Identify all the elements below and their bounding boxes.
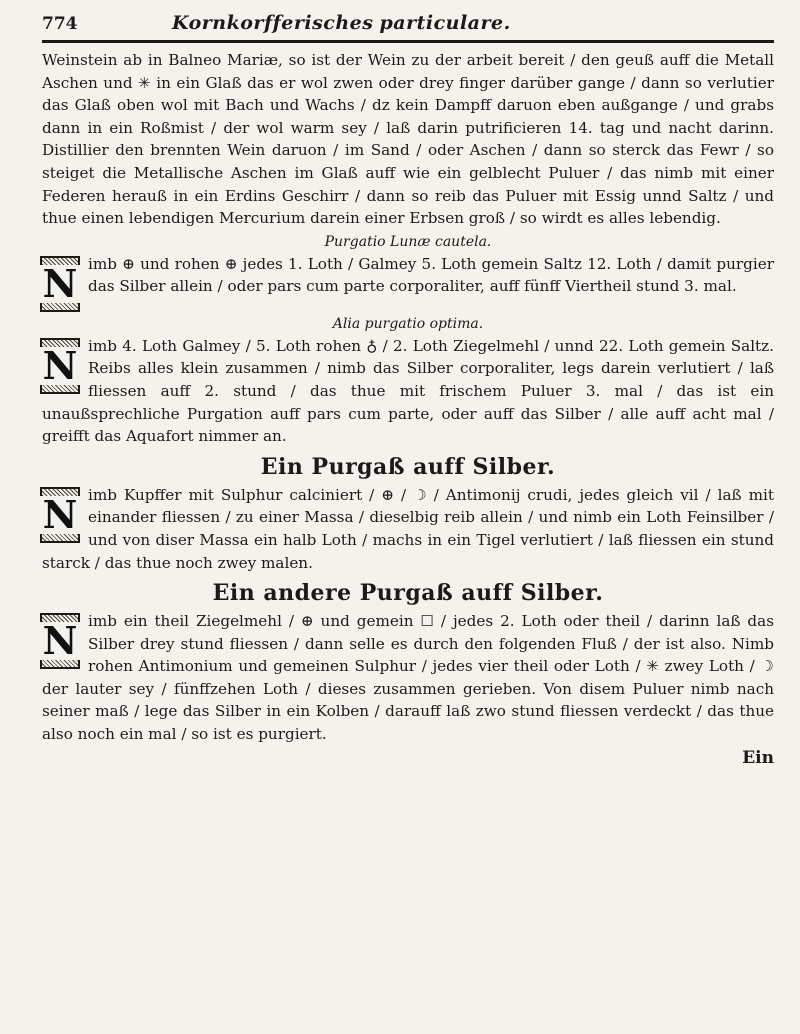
- section-body-text: imb Kupffer mit Sulphur calciniert / ⊕ / ☽ / Antimonij crudi, jedes gleich vil / laß mit einander fliessen / zu einer Massa / dieselbig reib allein / und nimb ein Loth Feinsilber / und von diser Massa ein halb Loth / machs in ein Tigel verlutiert / laß fliessen ein stund starck / das thue noch zwey malen.: [42, 485, 774, 572]
- decorated-initial: N: [40, 487, 80, 543]
- section-body-text: imb ⊕ und rohen ⊕ jedes 1. Loth / Galmey 5. Loth gemein Saltz 12. Loth / damit purgier das Silber allein / oder pars cum parte corporaliter, auff fünff Viertheil stund 3. mal.: [88, 254, 774, 296]
- decorated-initial: N: [40, 613, 80, 669]
- running-head: [42, 12, 774, 43]
- section-andere-purgass: [42, 610, 774, 746]
- running-title: [172, 12, 511, 34]
- section-body-text: imb 4. Loth Galmey / 5. Loth rohen ♁ / 2. Loth Ziegelmehl / unnd 22. Loth gemein Saltz. Reibs alles klein zusammen / nimb das Silber corporaliter, legs darein verlutiert / laß fliessen auff 2. stund / das thue mit frischem Puluer 3. mal / das ist ein unaußsprechliche Purgation auff pars cum parte, oder auff das Silber / alle auff acht mal / greifft das Aquafort nimmer an.: [42, 336, 774, 446]
- decorated-initial: N: [40, 338, 80, 394]
- paragraph-continuation: Weinstein ab in Balneo Mariæ, so ist der Wein zu der arbeit bereit / den geuß auff die Metall Aschen und ✳ in ein Glaß das er wol zwen oder drey finger darüber gange / dann so verlutier das Glaß oben wol mit Bach und Wachs / dz kein Dampff daruon eben außgange / und grabs dann in ein Roßmist / der wol warm sey / laß darin putrificieren 14. tag und nacht darinn. Distillier den brennten Wein daruon / im Sand / oder Aschen / dann so sterck das Fewr / so steiget die Metallische Aschen im Glaß auff wie ein gelblecht Puluer / das nimb mit einer Federen herauß in ein Erdins Geschirr / dann so reib das Puluer mit Essig unnd Saltz / und thue einen lebendigen Mercurium darein einer Erbsen groß / so wirdt es alles lebendig.: [42, 51, 774, 228]
- section-heading-alia-purgatio: Alia purgatio optima.: [332, 315, 484, 332]
- section-purgatio-lunae: [42, 253, 774, 312]
- catchword: Ein: [742, 747, 774, 768]
- section-body-text: imb ein theil Ziegelmehl / ⊕ und gemein ☐ / jedes 2. Loth oder theil / darinn laß das Silber drey stund fliessen / dann selle es durch den folgenden Fluß / der ist also. Nimb rohen Antimonium und gemeinen Sulphur / jedes vier theil oder Loth / ✳ zwey Loth / ☽ der lauter sey / fünffzehen Loth / dieses zusammen gerieben. Von disem Puluer nimb nach seiner maß / lege das Silber in ein Kolben / darauff laß zwo stund fliessen verdeckt / das thue also noch ein mal / so ist es purgiert.: [42, 612, 774, 744]
- running-title-part1: Kornkorfferisches: [172, 12, 374, 34]
- section-heading-purgatio-lunae: Purgatio Lunæ cautela.: [324, 233, 492, 250]
- page-number: 774: [42, 14, 78, 34]
- section-alia-purgatio: [42, 335, 774, 448]
- running-title-part2: particulare.: [379, 12, 511, 34]
- decorated-initial: N: [40, 256, 80, 312]
- section-heading-andere-purgass: Ein andere Purgaß auff Silber.: [212, 580, 604, 607]
- section-heading-purgass: Ein Purgaß auff Silber.: [260, 453, 556, 480]
- section-purgass: [42, 484, 774, 574]
